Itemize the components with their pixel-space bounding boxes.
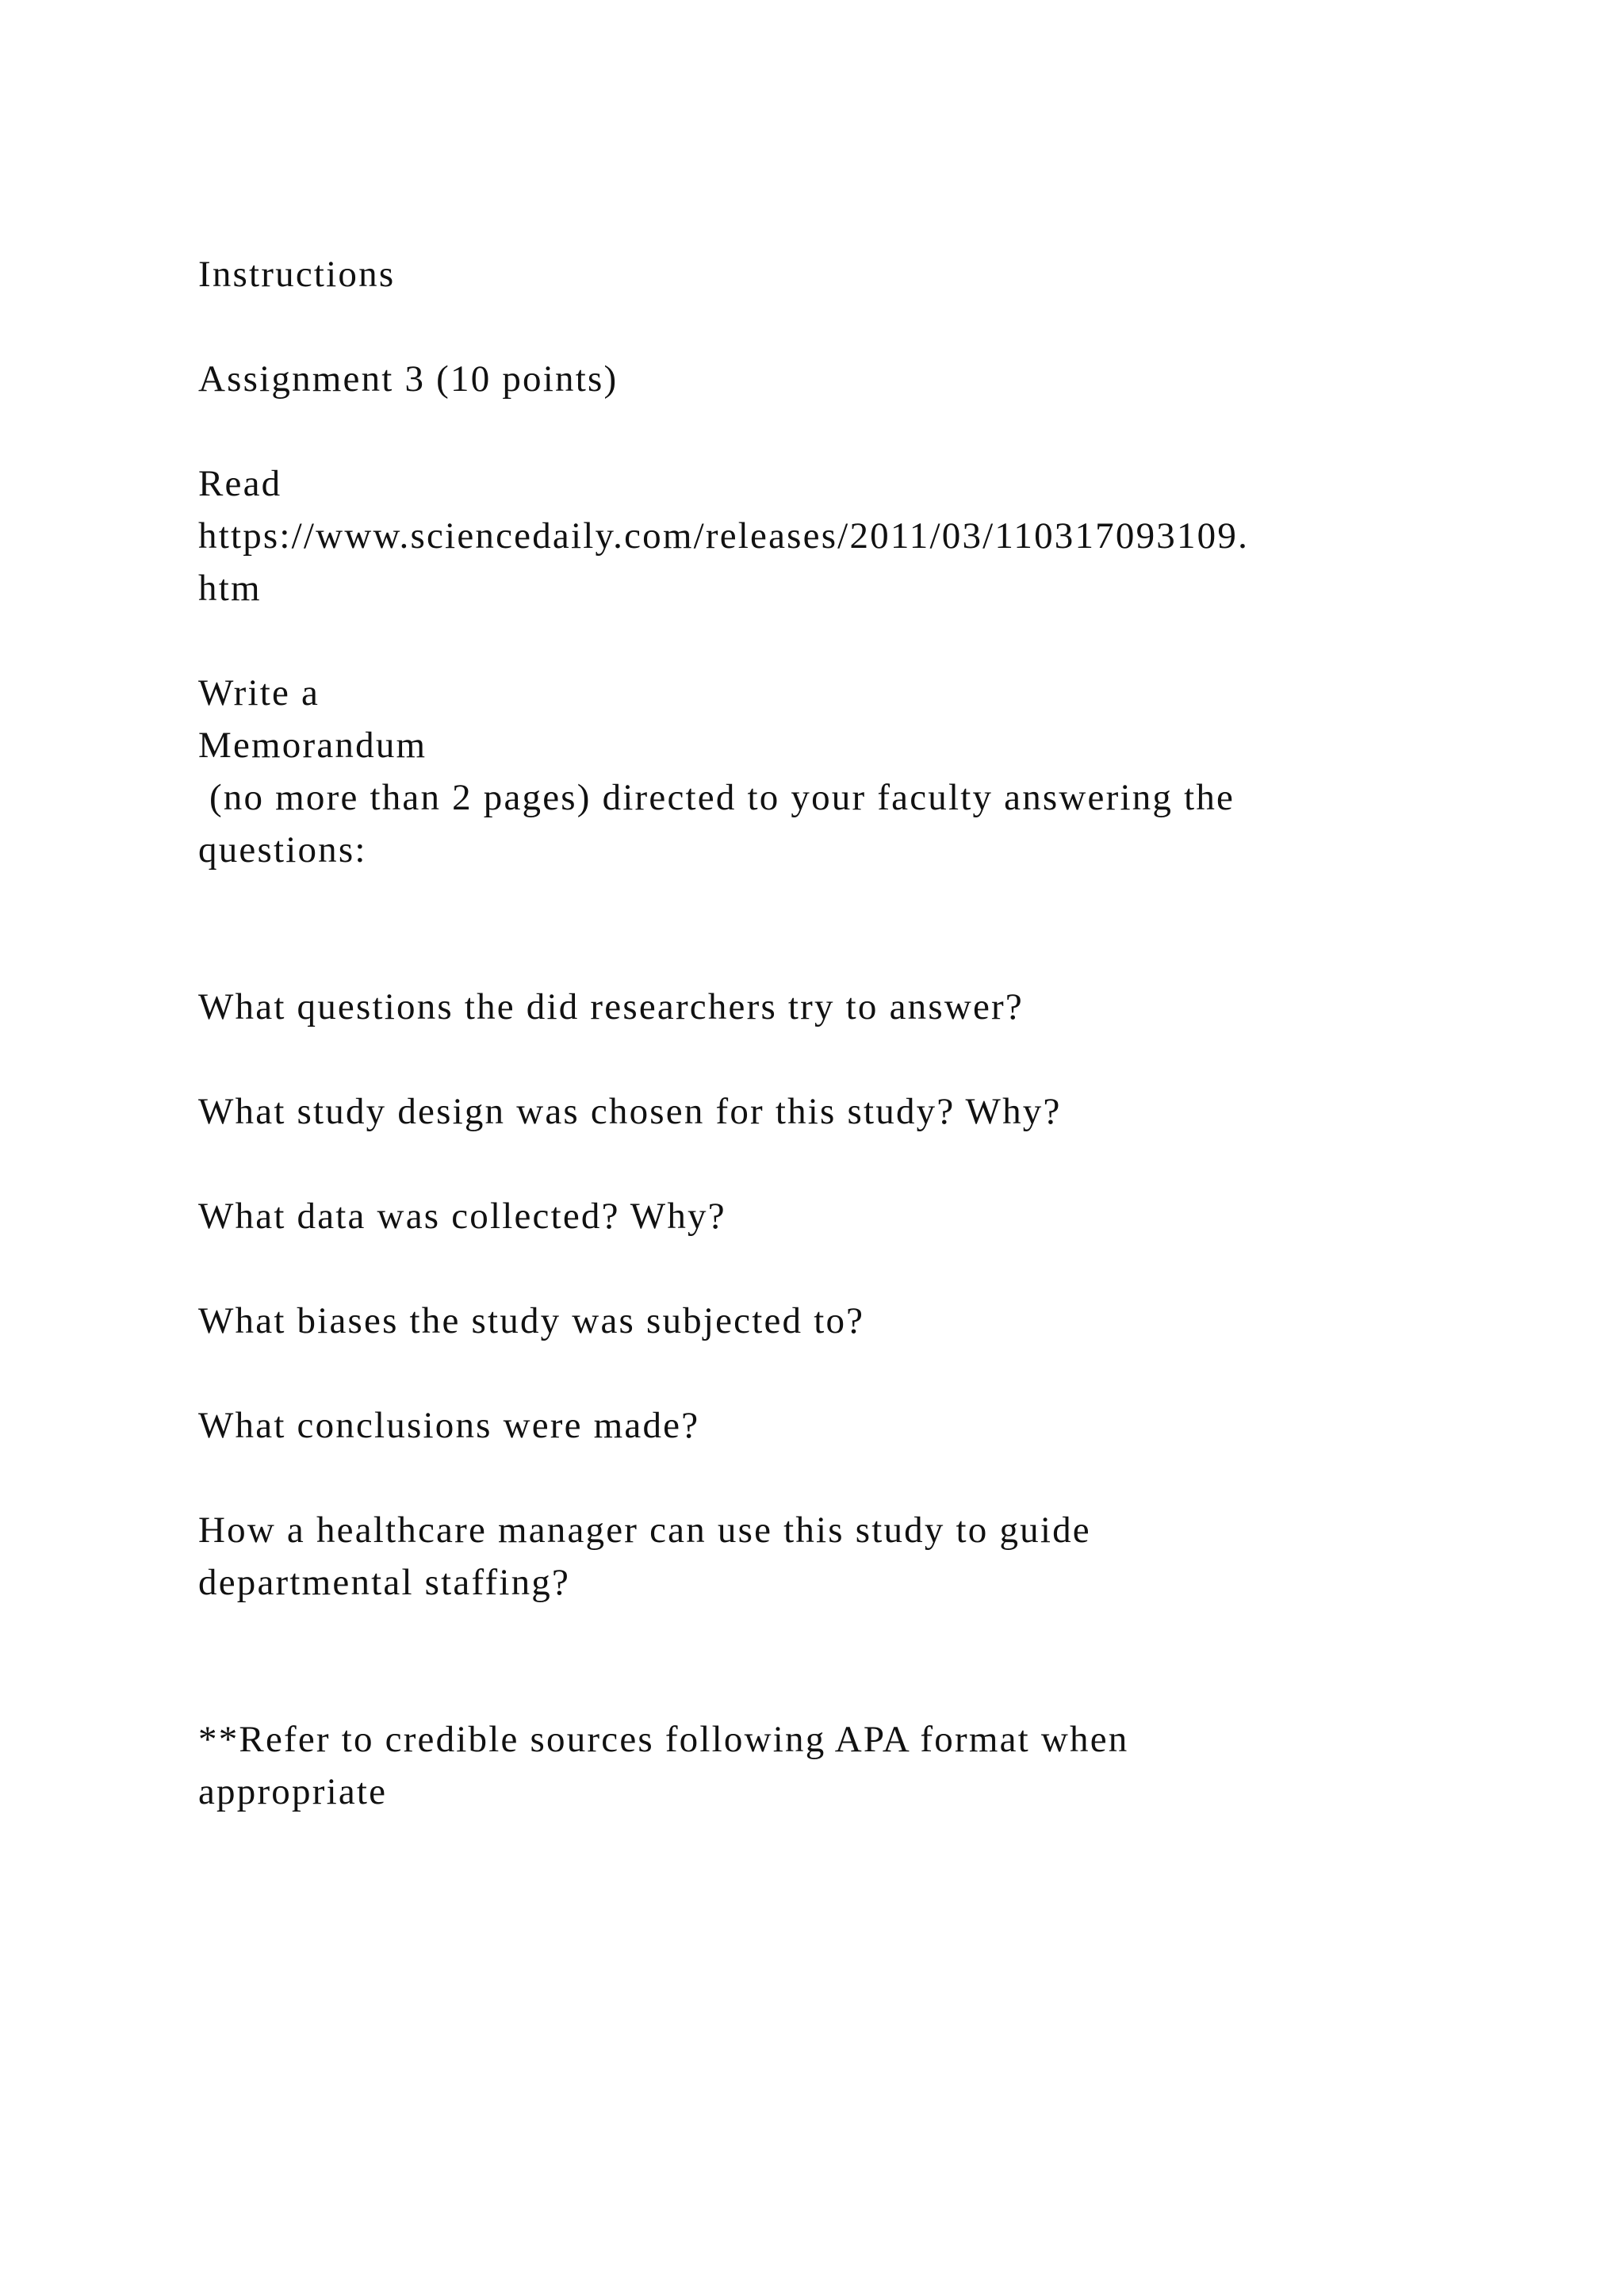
question-6-line-2: departmental staffing? — [198, 1562, 571, 1603]
write-instruction-line-1: Write a — [198, 672, 320, 714]
question-1: What questions the did researchers try to answer? — [198, 986, 1024, 1027]
question-2: What study design was chosen for this study? Why? — [198, 1091, 1062, 1132]
question-3: What data was collected? Why? — [198, 1196, 726, 1237]
read-label: Read — [198, 463, 282, 504]
write-instruction-line-2: Memorandum — [198, 725, 427, 766]
question-4: What biases the study was subjected to? — [198, 1300, 865, 1341]
write-instruction-line-3: (no more than 2 pages) directed to your faculty answering the — [198, 777, 1235, 818]
article-url-line-1: https://www.sciencedaily.com/releases/2011/03/110317093109. — [198, 515, 1250, 557]
heading: Instructions — [198, 254, 396, 295]
note-line-2: appropriate — [198, 1771, 388, 1812]
write-instruction-line-4: questions: — [198, 829, 367, 871]
question-5: What conclusions were made? — [198, 1405, 700, 1446]
question-6-line-1: How a healthcare manager can use this study to guide — [198, 1510, 1091, 1551]
article-url-line-2: htm — [198, 568, 262, 609]
assignment-title: Assignment 3 (10 points) — [198, 358, 619, 400]
note-line-1: **Refer to credible sources following APA format when — [198, 1719, 1129, 1760]
